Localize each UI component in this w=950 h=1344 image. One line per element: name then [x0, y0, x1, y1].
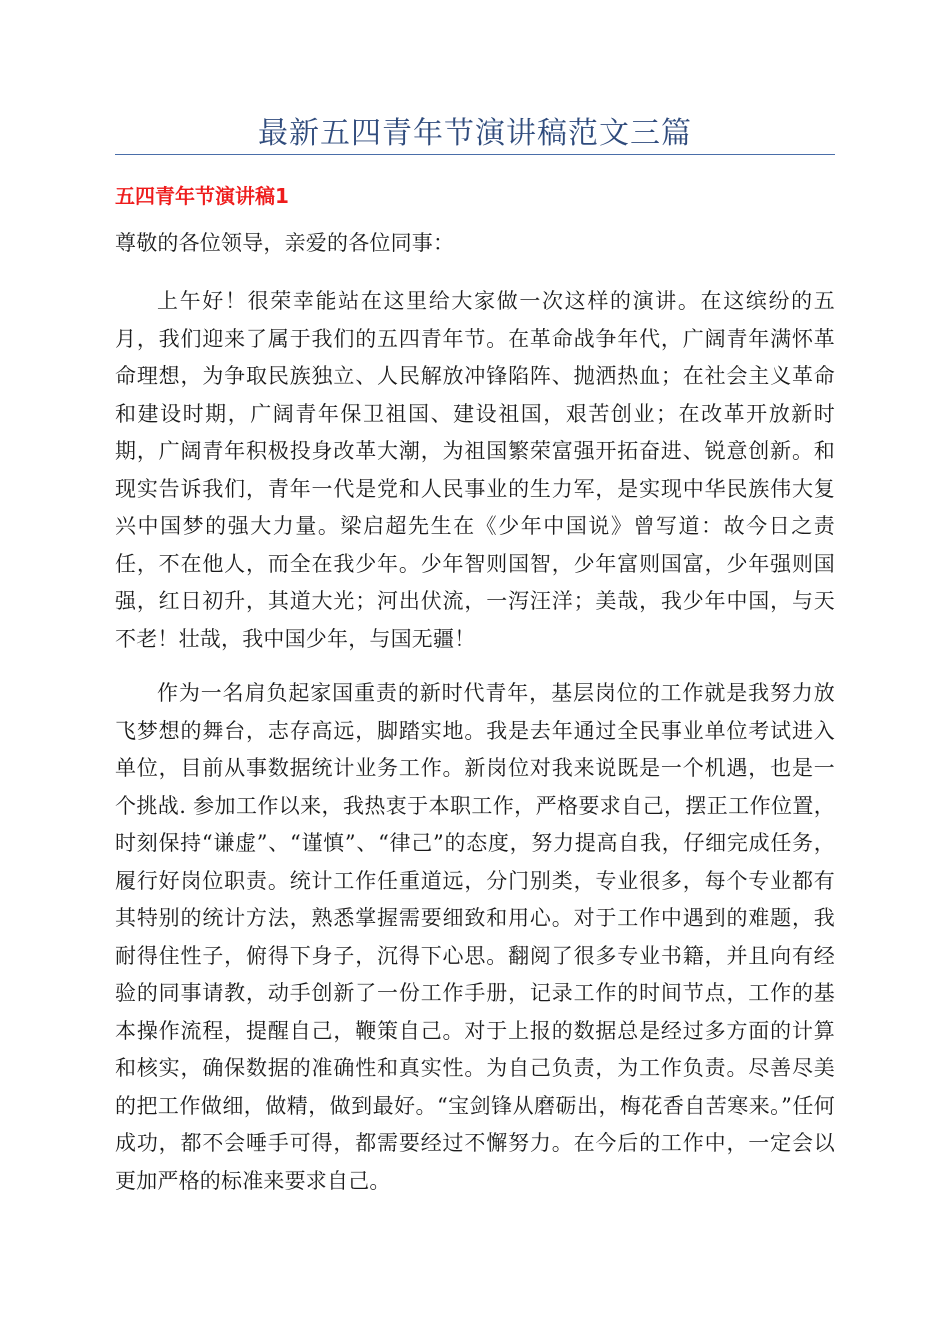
document-title: 最新五四青年节演讲稿范文三篇	[258, 116, 692, 151]
salutation: 尊敬的各位领导，亲爱的各位同事：	[115, 231, 455, 255]
title-underline	[115, 154, 835, 155]
paragraph-2: 作为一名肩负起家国重责的新时代青年，基层岗位的工作就是我努力放飞梦想的舞台，志存高远，脚踏实地。我是去年通过全民事业单位考试进入单位，目前从事数据统计业务工作。新岗位对我来说既是一个机遇，也是一个挑战. 参加工作以来，我热衷于本职工作，严格要求自己，摆正工作位置，时刻保持“谦虚”、“谨慎”、“律己”的态度，努力提高自我，仔细完成任务，履行好岗位职责。统计工作任重道远，分门别类，专业很多，每个专业都有其特别的统计方法，熟悉掌握需要细致和用心。对于工作中遇到的难题，我耐得住性子，俯得下身子，沉得下心思。翻阅了很多专业书籍，并且向有经验的同事请教，动手创新了一份工作手册，记录工作的时间节点，工作的基本操作流程，提醒自己，鞭策自己。对于上报的数据总是经过多方面的计算和核实，确保数据的准确性和真实性。为自己负责，为工作负责。尽善尽美的把工作做细，做精，做到最好。“宝剑锋从磨砺出，梅花香自苦寒来。”任何成功，都不会唾手可得，都需要经过不懈努力。在今后的工作中，一定会以更加严格的标准来要求自己。	[115, 681, 835, 1193]
paragraph-1: 上午好！很荣幸能站在这里给大家做一次这样的演讲。在这缤纷的五月，我们迎来了属于我们的五四青年节。在革命战争年代，广阔青年满怀革命理想，为争取民族独立、人民解放冲锋陷阵、抛洒热血；在社会主义革命和建设时期，广阔青年保卫祖国、建设祖国，艰苦创业；在改革开放新时期，广阔青年积极投身改革大潮，为祖国繁荣富强开拓奋进、锐意创新。和现实告诉我们，青年一代是党和人民事业的生力军，是实现中华民族伟大复兴中国梦的强大力量。梁启超先生在《少年中国说》曾写道：故今日之责任，不在他人，而全在我少年。少年智则国智，少年富则国富，少年强则国强，红日初升，其道大光；河出伏流，一泻汪洋；美哉，我少年中国，与天不老！壮哉，我中国少年，与国无疆！	[115, 289, 835, 651]
section-heading: 五四青年节演讲稿1	[115, 184, 289, 208]
